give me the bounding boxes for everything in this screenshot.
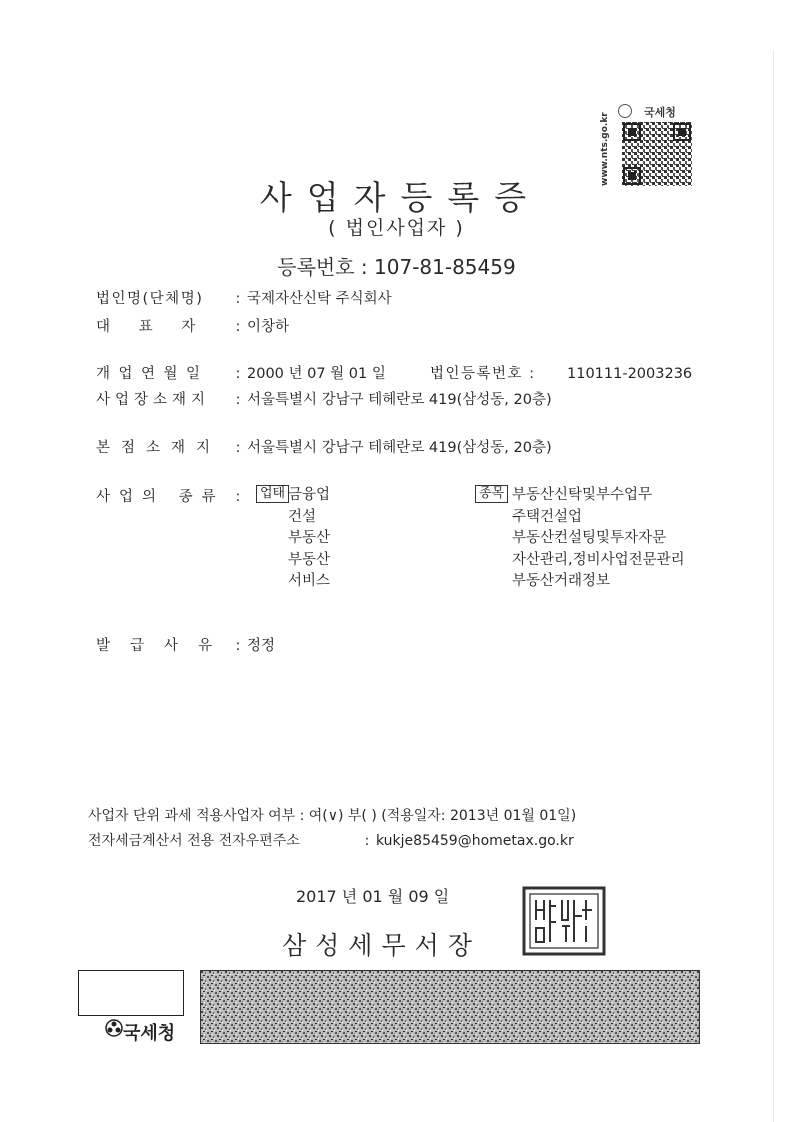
opening-date-row: 개업연월일 : 2000 년 07 월 01 일 <box>96 362 386 383</box>
qr-agency-label: 국세청 <box>644 106 676 119</box>
qr-url-text: www.nts.go.kr <box>600 112 610 186</box>
item-list <box>512 485 685 593</box>
issue-date: 2017 년 01 월 09 일 <box>296 887 450 906</box>
category-item: 금융업 <box>288 487 331 503</box>
representative-label: 대 표 자 <box>96 319 208 335</box>
business-location-label: 사업장소재지 <box>96 392 211 408</box>
business-location-row: 사업장소재지 : 서울특별시 강남구 테헤란로 419(삼성동, 20층) <box>96 388 552 409</box>
item-entry: 자산관리,정비사업전문관리 <box>512 551 685 568</box>
nts-badge-icon <box>618 104 632 118</box>
head-office-row: 본점소재지 : 서울특별시 강남구 테헤란로 419(삼성동, 20층) <box>96 436 552 457</box>
corp-reg-no-row <box>430 362 692 383</box>
business-type-row: 사업의 종류 : <box>96 485 247 506</box>
unit-tax-line: 사업자 단위 과세 적용사업자 여부 : 여(∨) 부( ) (적용일자: 2013년 01월 01일) <box>88 808 577 824</box>
document-title: 사업자등록증 <box>259 178 542 217</box>
corp-name-label: 법인명(단체명) <box>96 291 204 307</box>
security-pattern <box>200 970 700 1044</box>
item-box-label: 종목 <box>475 485 508 503</box>
corp-reg-no-value: 110111-2003236 <box>567 366 693 382</box>
issue-reason-value: 정정 <box>247 638 276 654</box>
nts-logo-icon <box>104 1017 124 1039</box>
email-value: kukje85459@hometax.go.kr <box>376 833 574 849</box>
opening-date-label: 개업연월일 <box>96 366 209 382</box>
item-entry: 주택건설업 <box>512 508 583 525</box>
tax-office-name: 삼성세무서장 <box>282 931 481 960</box>
business-type-label: 사업의 종류 <box>96 489 225 505</box>
representative-value: 이창하 <box>247 319 290 335</box>
category-item: 서비스 <box>288 573 331 589</box>
footer-blank-box <box>78 970 184 1016</box>
category-item: 부동산 <box>288 551 331 568</box>
corp-name-row: 법인명(단체명) : 국제자산신탁 주식회사 <box>96 287 392 308</box>
footer-agency-name: 국세청 <box>123 1023 176 1044</box>
corp-reg-no-label: 법인등록번호 : <box>430 366 536 382</box>
item-entry: 부동산거래정보 <box>512 573 611 589</box>
head-office-value: 서울특별시 강남구 테헤란로 419(삼성동, 20층) <box>247 440 552 456</box>
category-box-label: 업태 <box>256 485 289 503</box>
document-subtitle: ( 법인사업자 ) <box>328 217 465 239</box>
registration-number: 등록번호 : 107-81-85459 <box>277 255 516 279</box>
item-entry: 부동산신탁및부수업무 <box>512 487 653 503</box>
opening-date-value: 2000 년 07 월 01 일 <box>247 366 386 382</box>
issue-reason-label: 발급사유 <box>96 638 233 654</box>
representative-row: 대 표 자 : 이창하 <box>96 315 289 336</box>
category-item: 건설 <box>288 508 317 525</box>
official-seal-icon <box>522 886 606 956</box>
category-list <box>288 485 330 593</box>
business-location-value: 서울특별시 강남구 테헤란로 419(삼성동, 20층) <box>247 392 552 408</box>
issue-reason-row: 발급사유 : 정정 <box>96 634 275 655</box>
head-office-label: 본점소재지 <box>96 440 222 456</box>
corp-name-value: 국제자산신탁 주식회사 <box>247 291 392 307</box>
item-entry: 부동산컨설팅및투자자문 <box>512 530 667 546</box>
email-label: 전자세금계산서 전용 전자우편주소 <box>88 833 300 849</box>
category-item: 부동산 <box>288 530 331 546</box>
email-row: 전자세금계산서 전용 전자우편주소 : kukje85459@hometax.go.kr <box>88 830 574 850</box>
